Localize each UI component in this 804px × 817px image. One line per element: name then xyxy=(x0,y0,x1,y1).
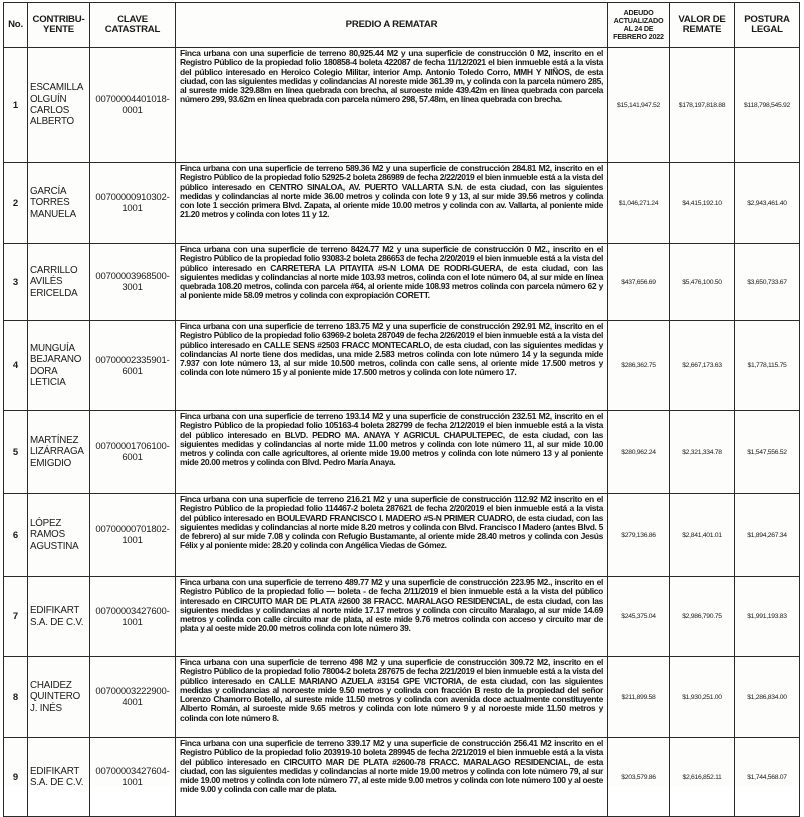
header-predio: PREDIO A REMATAR xyxy=(176,3,608,48)
adeudo-cell: $1,046,271.24 xyxy=(608,163,670,244)
predio-description-cell: Finca urbana con una superficie de terreno 80,925.44 M2 y una superficie de construcción 0 M2, inscrito en el Registro Público de la propiedad folio 180858-4 boleta 422087 de fecha 11/12/2021 el bien inmueble está a la vista del público interesado en Heroico Colegio Militar, interior Amp. Antonio Toledo Corro, MMH Y NIÑOS, de esta ciudad, con las siguientes medidas y colindancias Al noreste mide 361.39 m, y colinda con la parcela número 285, al sureste mide 329.88m en línea quebrada con brecha, al suroeste mide 439.42m en línea quebrada con parcela número 299, 93.62m en línea quebrada con parcela número 298, 57.48m, en línea quebrada con brecha. xyxy=(176,48,608,163)
adeudo-cell: $280,962.24 xyxy=(608,411,670,494)
header-no: No. xyxy=(4,3,28,48)
contribuyente-cell: EDIFIKART S.A. DE C.V. xyxy=(28,577,90,657)
postura-legal-cell: $1,778,115.75 xyxy=(735,321,800,411)
table-row xyxy=(4,244,800,321)
predio-description-cell: Finca urbana con una superficie de terreno 489.77 M2 y una superficie de construcción 223.95 M2., inscrito en el Registro Público de la propiedad folio — boleta - de fecha 2/11/2019 el bien inmueble está a la vista del público interesado en CIRCUITO MAR DE PLATA #2600 38 FRACC. MARALAGO RESIDENCIAL, de esta ciudad, con las siguientes medidas y colindancias al norte mide 17.17 metros y colinda con circuito Maralago, al sur mide 14.69 metros y colinda con calle circuito mar de plata, al este mide 9.76 metros colinda con acceso y circuito mar de plata y al oeste mide 20.00 metros colinda con lote número 39. xyxy=(176,577,608,657)
adeudo-cell: $203,579.86 xyxy=(608,738,670,817)
clave-catastral-cell: 00700001706100-6001 xyxy=(90,411,176,494)
contribuyente-cell: EDIFIKART S.A. DE C.V. xyxy=(28,738,90,817)
row-number: 1 xyxy=(4,48,28,163)
row-number: 4 xyxy=(4,321,28,411)
valor-remate-cell: $1,930,251.00 xyxy=(670,657,735,738)
valor-remate-cell: $2,841,401.01 xyxy=(670,494,735,577)
row-number: 5 xyxy=(4,411,28,494)
predio-description-cell: Finca urbana con una superficie de terreno 193.14 M2 y una superficie de construcción 232.51 M2, inscrito en el Registro Público de la propiedad folio 105163-4 boleta 282799 de fecha 2/12/2019 el bien inmueble está a la vista del público interesado en BLVD. PEDRO MA. ANAYA Y AGRICUL CHAPULTEPEC, de esta ciudad, con las siguientes medidas y colindancias al norte mide 11.00 metros y colinda con lote número 11, al sur mide 10.00 metros y colinda con calle agricultores, al oriente mide 19.00 metros y colinda con lote número 13 y al poniente mide 20.00 metros y colinda con Blvd. Pedro María Anaya. xyxy=(176,411,608,494)
clave-catastral-cell: 00700002335901-6001 xyxy=(90,321,176,411)
clave-catastral-cell: 00700000701802-1001 xyxy=(90,494,176,577)
predio-description-cell: Finca urbana con una superficie de terreno 8424.77 M2 y una superficie de construcción 0 M2., inscrito en el Registro Público de la propiedad folio 93083-2 boleta 286653 de fecha 2/20/2019 el bien inmueble está a la vista del público interesado en CARRETERA LA PITAYITA #S-N LOMA DE RODRI-GUERA, de esta ciudad, con las siguientes medidas y colindancias al norte mide 103.93 metros, colinda con el lote número 04, al sur mide en línea quebrada 108.20 metros, colinda con parcela #64, al oriente mide 108.93 metros colinda con parcela número 62 y al poniente mide 58.09 metros y colinda con expropiación CORETT. xyxy=(176,244,608,321)
postura-legal-cell: $2,943,461.40 xyxy=(735,163,800,244)
adeudo-cell: $15,141,947.52 xyxy=(608,48,670,163)
clave-catastral-cell: 00700003427600-1001 xyxy=(90,577,176,657)
valor-remate-cell: $178,197,818.88 xyxy=(670,48,735,163)
table-row xyxy=(4,321,800,411)
contribuyente-cell: LÓPEZ RAMOS AGUSTINA xyxy=(28,494,90,577)
valor-remate-cell: $5,476,100.50 xyxy=(670,244,735,321)
adeudo-cell: $437,656.69 xyxy=(608,244,670,321)
predio-description-cell: Finca urbana con una superficie de terreno 216.21 M2 y una superficie de construcción 112.92 M2 inscrito en el Registro Público de la propiedad folio 114467-2 boleta 287621 de fecha 2/20/2019 el bien inmueble está a la vista del público interesado en BOULEVARD FRANCISCO I. MADERO #S-N PRIMER CUADRO, de esta ciudad, con las siguientes medidas y colindancias al norte mide 8.20 metros y colinda con Blvd. Francisco I Madero (antes Blvd. 5 de febrero) al sur mide 7.08 y colinda con Refugio Bustamante, al oriente mide 28.40 metros y colinda con Jesús Félix y al poniente mide: 28.20 y colinda con Angélica Viedas de Gómez. xyxy=(176,494,608,577)
table-row xyxy=(4,657,800,738)
row-number: 7 xyxy=(4,577,28,657)
postura-legal-cell: $3,650,733.67 xyxy=(735,244,800,321)
postura-legal-cell: $1,894,267.34 xyxy=(735,494,800,577)
table-row xyxy=(4,577,800,657)
clave-catastral-cell: 00700000910302-1001 xyxy=(90,163,176,244)
adeudo-cell: $211,899.58 xyxy=(608,657,670,738)
table-row xyxy=(4,48,800,163)
postura-legal-cell: $118,798,545.92 xyxy=(735,48,800,163)
table-row xyxy=(4,411,800,494)
adeudo-cell: $245,375.04 xyxy=(608,577,670,657)
contribuyente-cell: MUNGUÍA BEJARANO DORA LETICIA xyxy=(28,321,90,411)
valor-remate-cell: $2,667,173.63 xyxy=(670,321,735,411)
predio-description-cell: Finca urbana con una superficie de terreno 589.36 M2 y una superficie de construcción 284.81 M2, inscrito en el Registro Público de la propiedad folio 52925-2 boleta 286989 de fecha 2/22/2019 el bien inmueble está a la vista del público interesado en CENTRO SINALOA, AV. PUERTO VALLARTA S.N. de esta ciudad, con las siguientes medidas y colindancias al norte mide 36.00 metros y colinda con lote 9 y 13, al sur mide 39.56 metros y colinda con lote 1 sección primera Blvd. Zapata, al oriente mide 10.00 metros y colinda con av. Vallarta, al poniente mide 21.20 metros y colinda con lotes 11 y 12. xyxy=(176,163,608,244)
contribuyente-cell: ESCAMILLA OLGUÍN CARLOS ALBERTO xyxy=(28,48,90,163)
contribuyente-cell: CARRILLO AVILÉS ERICELDA xyxy=(28,244,90,321)
predio-description-cell: Finca urbana con una superficie de terreno 498 M2 y una superficie de construcción 309.72 M2, inscrito en el Registro Público de la propiedad folio 78004-2 boleta 287675 de fecha 2/21/2019 el bien inmueble está a la vista del público interesado en CALLE MARIANO AZUELA #3154 GPE VICTORIA, de esta ciudad, con las siguientes medidas y colindancias al noroeste mide 9.50 metros y colinda con fracción B resto de la propiedad del señor Lorenzo Chamorro Botello, al sureste mide 11.50 metros y colinda con avenida doce actualmente constituyente Alberto Román, al suroeste mide 9.65 metros y colinda con lote número 9 y al noroeste mide 11.50 metros y colinda con lote número 8. xyxy=(176,657,608,738)
row-number: 9 xyxy=(4,738,28,817)
predio-description-cell: Finca urbana con una superficie de terreno 183.75 M2 y una superficie de construcción 292.91 M2, inscrito en el Registro Público de la propiedad folio 63969-2 boleta 287049 de fecha 2/26/2019 el bien inmueble está a la vista del público interesado en CALLE SENS #2503 FRACC MONTECARLO, de esta ciudad, con las siguientes medidas y colindancias Al norte tiene dos medidas, una mide 2.583 metros colinda con lote número 14 y la segunda mide 7.937 con lote número 13, al sur mide 10.500 metros, colinda con calle sens, al oriente mide 17.500 metros y colinda con lote número 15 y al poniente mide 17.500 metros y colinda con lote número 17. xyxy=(176,321,608,411)
valor-remate-cell: $2,986,790.75 xyxy=(670,577,735,657)
row-number: 8 xyxy=(4,657,28,738)
table-row xyxy=(4,494,800,577)
header-clave-catastral: CLAVE CATASTRAL xyxy=(90,3,176,48)
auction-table xyxy=(3,2,800,817)
clave-catastral-cell: 00700004401018-0001 xyxy=(90,48,176,163)
contribuyente-cell: CHAIDEZ QUINTERO J. INÉS xyxy=(28,657,90,738)
postura-legal-cell: $1,744,568.07 xyxy=(735,738,800,817)
header-postura-legal: POSTURA LEGAL xyxy=(735,3,800,48)
adeudo-cell: $286,362.75 xyxy=(608,321,670,411)
row-number: 2 xyxy=(4,163,28,244)
header-valor-remate: VALOR DE REMATE xyxy=(670,3,735,48)
contribuyente-cell: MARTÍNEZ LIZÁRRAGA EMIGDIO xyxy=(28,411,90,494)
header-contribuyente: CONTRIBU-YENTE xyxy=(28,3,90,48)
clave-catastral-cell: 00700003968500-3001 xyxy=(90,244,176,321)
valor-remate-cell: $2,321,334.78 xyxy=(670,411,735,494)
table-row xyxy=(4,163,800,244)
row-number: 3 xyxy=(4,244,28,321)
contribuyente-cell: GARCÍA TORRES MANUELA xyxy=(28,163,90,244)
table-row xyxy=(4,738,800,817)
predio-description-cell: Finca urbana con una superficie de terreno 339.17 M2 y una superficie de construcción 256.41 M2 inscrito en el Registro Público de la propiedad folio 203919-10 boleta 289945 de fecha 2/21/2019 el bien inmueble está a la vista del público interesado en CIRCUITO MAR DE PLATA #2600-78 FRACC. MARALAGO RESIDENCIAL, de esta ciudad, con las siguientes medidas y colindancias al norte mide 19.00 metros y colinda con lote número 79, al sur mide 19.00 metros y colinda con lote número 77, al este mide 9.00 metros y colinda con lote número 100 y al oeste mide 9.00 y colinda con calle mar de plata. xyxy=(176,738,608,817)
postura-legal-cell: $1,991,193.83 xyxy=(735,577,800,657)
header-adeudo: ADEUDO ACTUALIZADO AL 24 DE FEBRERO 2022 xyxy=(608,3,670,48)
postura-legal-cell: $1,547,556.52 xyxy=(735,411,800,494)
adeudo-cell: $279,136.86 xyxy=(608,494,670,577)
clave-catastral-cell: 00700003427604-1001 xyxy=(90,738,176,817)
valor-remate-cell: $2,616,852.11 xyxy=(670,738,735,817)
clave-catastral-cell: 00700003222900-4001 xyxy=(90,657,176,738)
valor-remate-cell: $4,415,192.10 xyxy=(670,163,735,244)
auction-document xyxy=(3,2,799,795)
postura-legal-cell: $1,286,834.00 xyxy=(735,657,800,738)
row-number: 6 xyxy=(4,494,28,577)
header-row xyxy=(4,3,800,48)
